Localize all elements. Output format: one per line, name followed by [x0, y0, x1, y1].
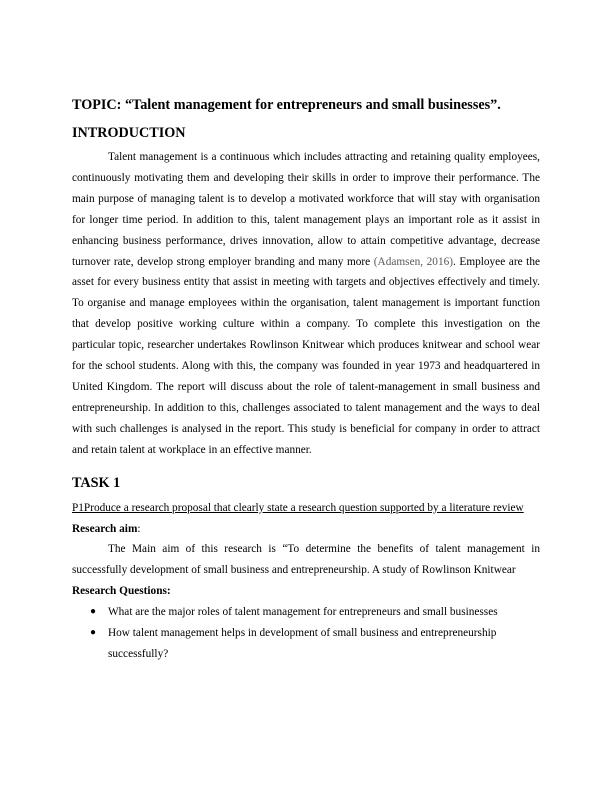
intro-text-part1: Talent management is a continuous which includes attracting and retaining quality employees, continuously motivating them and developing their skills in order to improve their performance. The main purpose of managing talent is to develop a motivated workforce that will stay with organisation for longer time period. In addition to this, talent management plays an important role as it assist in enhancing business performance, drives innovation, allow to attain competitive advantage, decrease turnover rate, develop strong employer branding and many more — [72, 151, 540, 268]
intro-text-part2: . Employee are the asset for every business entity that assist in meeting with targets and objectives effectively and timely. To organise and manage employees within the organisation, talent management is important function that develop positive working culture within a company. To complete this investigation on the particular topic, researcher undertakes Rowlinson Knitwear which produces knitwear and school wear for the school students. Along with this, the company was founded in year 1973 and headquartered in United Kingdom. The report will discuss about the role of talent-management in small business and entrepreneurship. In addition to this, challenges associated to talent management and the ways to deal with such challenges is analysed in the report. This study is beneficial for company in order to attract and retain talent at workplace in an effective manner. — [72, 255, 540, 456]
bullet-icon: ● — [90, 606, 97, 618]
research-questions-label — [72, 581, 540, 602]
research-aim-text: The Main aim of this research is “To determine the benefits of talent management in successfully development of small business and entrepreneurship. A study of Rowlinson Knitwear — [72, 543, 540, 577]
p1-task-statement: P1Produce a research proposal that clearly state a research question supported by a literature review — [72, 501, 524, 514]
research-question-2: How talent management helps in development of small business and entrepreneurship successfully? — [108, 627, 497, 660]
research-questions-label-text: Research Questions: — [72, 585, 171, 598]
document-page — [72, 96, 540, 665]
bullet-icon: ● — [90, 627, 97, 639]
task-1-heading: TASK 1 — [72, 474, 121, 491]
introduction-heading: INTRODUCTION — [72, 125, 186, 141]
research-question-1: What are the major roles of talent management for entrepreneurs and small businesses — [108, 606, 498, 619]
introduction-paragraph — [72, 147, 540, 461]
list-item — [72, 602, 540, 623]
research-aim-label — [72, 519, 540, 540]
research-questions-list — [72, 602, 540, 665]
research-aim-label-text: Research aim — [72, 522, 138, 535]
intro-citation: (Adamsen, 2016) — [373, 255, 453, 268]
topic-title: TOPIC: “Talent management for entrepreneurs and small businesses”. — [72, 97, 501, 113]
list-item — [72, 623, 540, 665]
research-aim-colon: : — [137, 522, 141, 535]
